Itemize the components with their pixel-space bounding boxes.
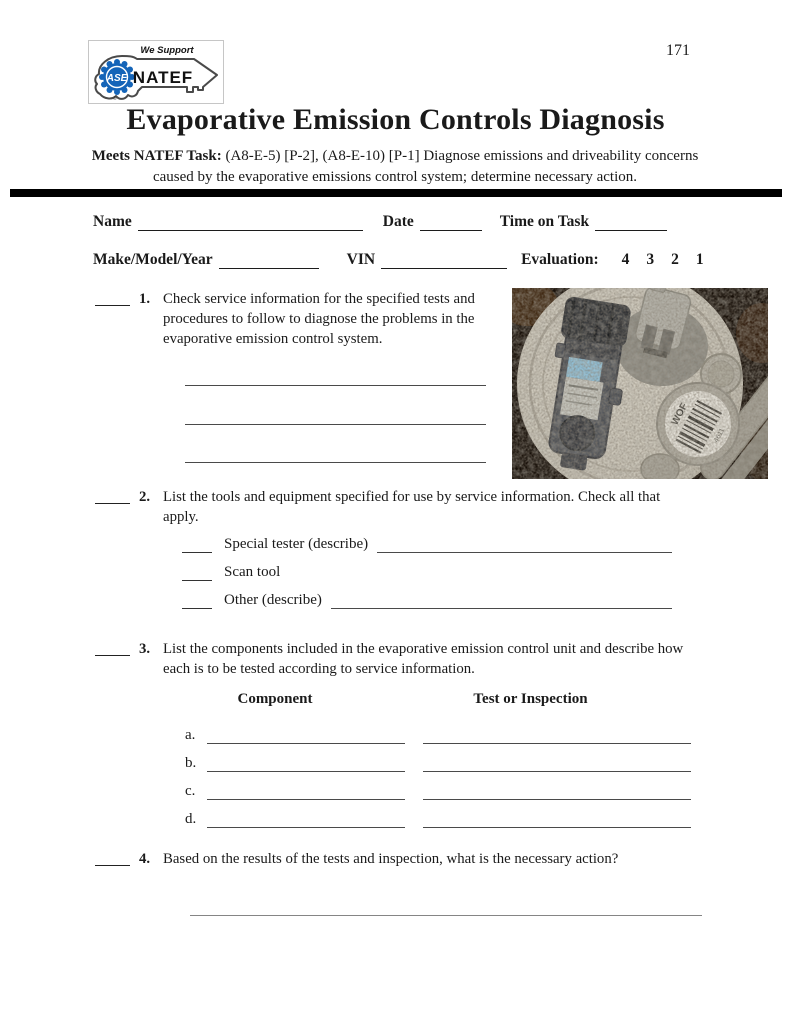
- make-model-year-label: Make/Model/Year: [93, 251, 213, 268]
- row-b-letter: b.: [185, 755, 197, 771]
- name-field: [138, 215, 363, 231]
- evaluation-value-1: 1: [695, 251, 704, 268]
- table-row-c: [185, 774, 691, 800]
- task-2-text: List the tools and equipment specified for use by service information. Check all that apply.: [163, 489, 661, 525]
- task-1-number: 1.: [139, 291, 151, 307]
- checklist-row-other: [182, 592, 672, 609]
- divider-rule: [10, 189, 782, 197]
- scan-tool-label: Scan tool: [224, 564, 281, 580]
- task-subtitle: [75, 146, 715, 188]
- task-4-answer-line: [190, 893, 702, 916]
- evap-component-photo: [512, 288, 768, 479]
- task-1-answer-line-1: [185, 384, 486, 386]
- row-a-component-line: [207, 728, 405, 744]
- task-item-2: [95, 487, 695, 527]
- row-d-letter: d.: [185, 811, 197, 827]
- task-2-score-blank: [95, 487, 130, 504]
- natef-text: NATEF: [132, 68, 194, 87]
- task-1-answer-line-2: [185, 423, 486, 425]
- key-logo-icon: [89, 41, 223, 103]
- evaluation-value-2: 2: [671, 251, 679, 268]
- other-describe-line: [331, 593, 672, 609]
- task-1-text: Check service information for the specified tests and procedures to follow to diagnose the problems in the evaporative emission control system.: [163, 291, 475, 347]
- task-4-score-blank: [95, 849, 130, 866]
- page-title: Evaporative Emission Controls Diagnosis: [126, 103, 665, 136]
- special-tester-checkbox-line: [182, 537, 212, 553]
- task-4-number: 4.: [139, 851, 151, 867]
- row-a-letter: a.: [185, 727, 196, 743]
- task-3-text: List the components included in the evaporative emission control unit and describe how each is to be tested according to service information.: [163, 641, 684, 677]
- row-d-test-line: [423, 812, 691, 828]
- row-c-test-line: [423, 784, 691, 800]
- task-1-score-blank: [95, 289, 130, 306]
- vin-label: VIN: [346, 251, 376, 268]
- registered-mark: ®: [113, 96, 117, 102]
- component-column-header: Component: [237, 691, 313, 707]
- name-label: Name: [93, 213, 132, 230]
- task-item-1: [95, 289, 501, 349]
- task-3-score-blank: [95, 639, 130, 656]
- table-row-a: [185, 718, 691, 744]
- row-d-component-line: [207, 812, 405, 828]
- special-tester-label: Special tester (describe): [224, 536, 369, 552]
- we-support-text: We Support: [140, 45, 194, 56]
- evaluation-value-3: 3: [646, 251, 655, 268]
- task-text: (A8-E-5) [P-2], (A8-E-10) [P-1] Diagnose emissions and driveability concerns caused by the evaporative emissions control system; determine necessary action.: [152, 148, 699, 185]
- vin-field: [381, 253, 507, 269]
- scan-tool-checkbox-line: [182, 565, 212, 581]
- checklist-row-special-tester: [182, 536, 672, 553]
- time-on-task-label: Time on Task: [499, 213, 590, 230]
- table-row-d: [185, 802, 691, 828]
- row-b-test-line: [423, 756, 691, 772]
- task-label: Meets NATEF Task:: [91, 148, 222, 164]
- row-c-component-line: [207, 784, 405, 800]
- row-b-component-line: [207, 756, 405, 772]
- time-on-task-field: [595, 215, 667, 231]
- evaluation-value-4: 4: [621, 251, 630, 268]
- date-field: [420, 215, 482, 231]
- make-model-year-field: [219, 253, 319, 269]
- task-3-number: 3.: [139, 641, 151, 657]
- task-4-text: Based on the results of the tests and inspection, what is the necessary action?: [163, 851, 619, 867]
- task-item-3: [95, 639, 695, 679]
- form-row-1: [93, 213, 667, 231]
- task-1-answer-line-3: [185, 461, 486, 463]
- fuel-pump-module-photo-icon: [512, 288, 768, 479]
- row-c-letter: c.: [185, 783, 196, 799]
- special-tester-describe-line: [377, 537, 672, 553]
- date-label: Date: [382, 213, 414, 230]
- row-a-test-line: [423, 728, 691, 744]
- ase-text: ASE: [106, 73, 128, 84]
- table-row-b: [185, 746, 691, 772]
- page-number: 171: [666, 42, 690, 59]
- task-2-number: 2.: [139, 489, 151, 505]
- evaluation-label: Evaluation:: [521, 251, 599, 268]
- checklist-row-scan-tool: [182, 564, 672, 581]
- form-row-2: [93, 251, 704, 269]
- task-item-4: [95, 849, 695, 869]
- test-or-inspection-column-header: Test or Inspection: [473, 691, 588, 707]
- natef-logo: [88, 40, 224, 104]
- other-checkbox-line: [182, 593, 212, 609]
- other-label: Other (describe): [224, 592, 322, 608]
